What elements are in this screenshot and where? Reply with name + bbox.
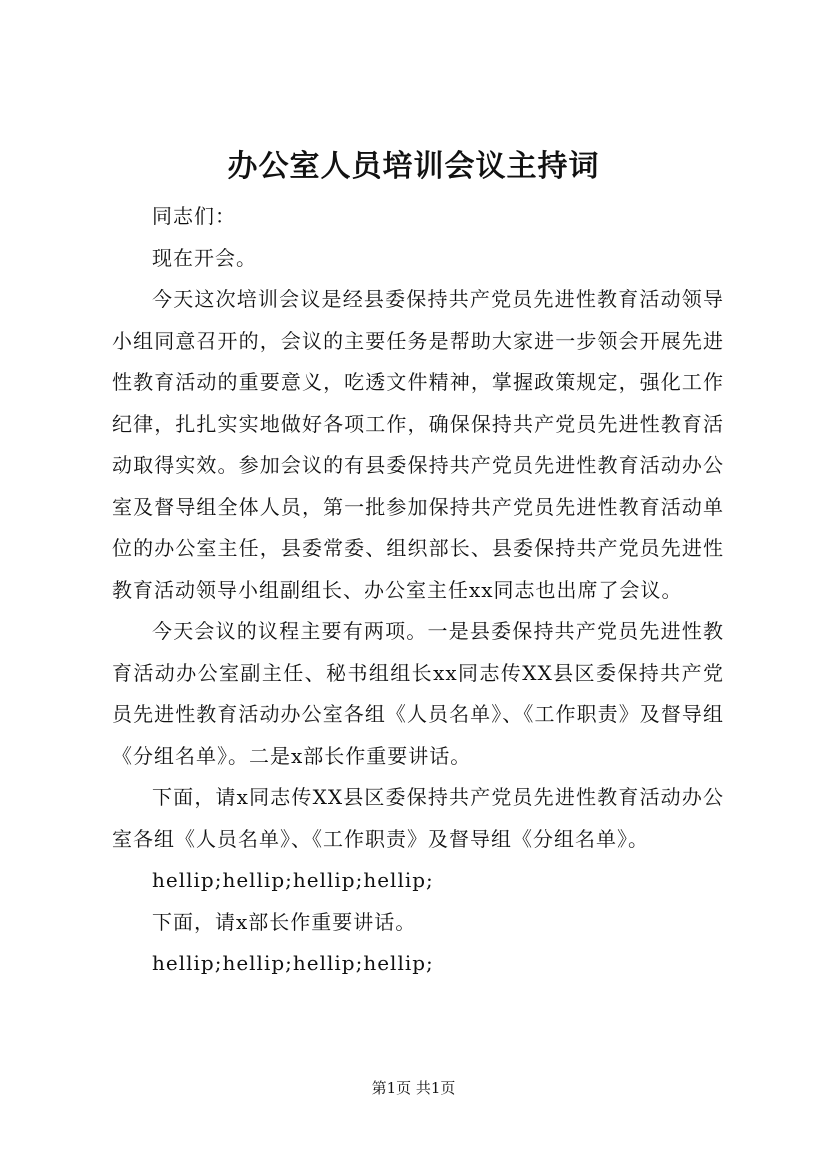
document-title: 办公室人员培训会议主持词 <box>227 149 600 184</box>
paragraph-salutation: 同志们： <box>152 204 236 228</box>
paragraph-meeting-purpose: 今天这次培训会议是经县委保持共产党员先进性教育活动领导小组同意召开的，会议的主要任务是帮助大家进一步领会开展先进性教育活动的重要意义，吃透文件精神，掌握政策规定，强化工作纪律，扎扎实实地做好各项工作，确保保持共产党员先进性教育活动取得实效。参加会议的有县委保持共产党员先进性教育活动办公室及督导组全体人员，第一批参加保持共产党员先进性教育活动单位的办公室主任，县委常委、组织部长、县委保持共产党员先进性教育活动领导小组副组长、办公室主任xx同志也出席了会议。 <box>112 287 724 602</box>
paragraph-second-item: 下面，请x部长作重要讲话。 <box>152 909 417 934</box>
paragraph-opening: 现在开会。 <box>152 245 257 270</box>
paragraph-first-item: 下面，请x同志传XX县区委保持共产党员先进性教育活动办公室各组《人员名单》、《工作职责》及督导组《分组名单》。 <box>112 785 724 851</box>
paragraph-ellipsis-1: hellip;hellip;hellip;hellip; <box>152 868 434 892</box>
page-footer: 第1页 共1页 <box>371 1079 456 1097</box>
document-body <box>112 196 724 985</box>
paragraph-ellipsis-2: hellip;hellip;hellip;hellip; <box>152 951 434 975</box>
paragraph-agenda: 今天会议的议程主要有两项。一是县委保持共产党员先进性教育活动办公室副主任、秘书组组长xx同志传XX县区委保持共产党员先进性教育活动办公室各组《人员名单》、《工作职责》及督导组《分组名单》。二是x部长作重要讲话。 <box>112 619 724 768</box>
